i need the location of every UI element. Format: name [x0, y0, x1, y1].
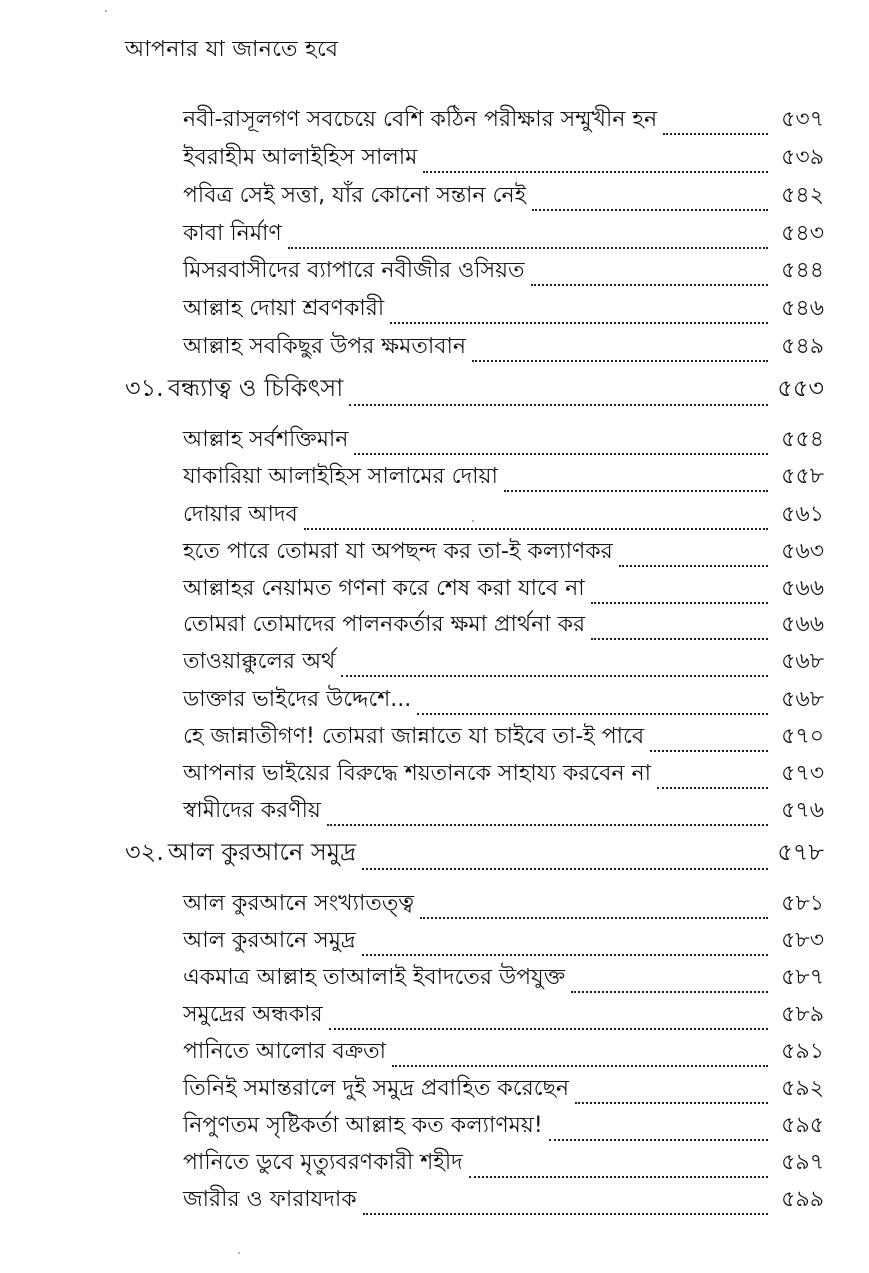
page-number: ৫৯১	[781, 1039, 824, 1064]
page-number: ৫৬৩	[781, 539, 824, 564]
dot-leader	[288, 246, 768, 249]
toc-entry-row	[183, 221, 824, 253]
toc-entry-row	[183, 1002, 824, 1034]
page-number: ৫৭৬	[781, 798, 824, 823]
dot-leader	[575, 1101, 768, 1104]
page-number: ৫৮৩	[781, 928, 824, 953]
dot-leader	[417, 712, 768, 715]
entry-title: আল কুরআনে সমুদ্র	[183, 928, 356, 953]
dot-leader	[304, 527, 768, 530]
toc-chapter-row	[125, 838, 824, 874]
entry-title: তাওয়াক্কুলের অর্থ	[183, 649, 336, 674]
dot-leader	[390, 321, 768, 324]
toc-entry-row	[183, 145, 824, 177]
entry-title: জারীর ও ফারাযদাক	[183, 1187, 357, 1212]
dot-leader	[362, 953, 768, 956]
entry-title: দোয়ার আদব	[183, 502, 298, 527]
toc-entry-row	[183, 296, 824, 328]
toc-entry-row	[183, 107, 824, 139]
dot-leader	[532, 208, 768, 211]
dot-leader	[472, 359, 768, 362]
page-number: ৫৬৬	[781, 612, 824, 637]
toc-entry-row	[183, 761, 824, 793]
page-number: ৫৮১	[781, 891, 824, 916]
entry-title: একমাত্র আল্লাহ তাআলাই ইবাদতের উপযুক্ত	[183, 965, 566, 990]
toc-entry-row	[183, 464, 824, 496]
entry-title: আল কুরআনে সংখ্যাতত্ত্ব	[183, 891, 415, 916]
entry-title: ডাক্তার ভাইদের উদ্দেশে...	[183, 687, 412, 712]
entry-title: আল্লাহ দোয়া শ্রবণকারী	[183, 296, 385, 321]
toc-entry-row	[183, 1076, 824, 1108]
page-number: ৫৪৯	[781, 334, 824, 359]
toc-entry-row	[183, 928, 824, 960]
page-number: ৫৫৮	[781, 464, 824, 489]
dot-leader	[341, 674, 768, 677]
entry-title: আপনার ভাইয়ের বিরুদ্ধে শয়তানকে সাহায্য করবেন না	[183, 761, 652, 786]
dot-leader	[531, 283, 768, 286]
toc-entry-row	[183, 965, 824, 997]
entry-title: যাকারিয়া আলাইহিস সালামের দোয়া	[183, 464, 498, 489]
dot-leader	[363, 1212, 768, 1215]
entry-title: আল্লাহ সর্বশক্তিমান	[183, 427, 349, 452]
page-number: ৫৯২	[781, 1076, 824, 1101]
entry-title: হে জান্নাতীগণ! তোমরা জান্নাতে যা চাইবে তা-ই পাবে	[183, 724, 645, 749]
dot-leader	[329, 1027, 768, 1030]
page-number: ৫৪৬	[781, 296, 824, 321]
entry-title: হতে পারে তোমরা যা অপছন্দ কর তা-ই কল্যাণকর	[183, 539, 613, 564]
toc-entry-row	[183, 612, 824, 644]
toc-entry-row	[183, 687, 824, 719]
entry-title: আল্লাহ সবকিছুর উপর ক্ষমতাবান	[183, 334, 466, 359]
dot-leader	[362, 867, 768, 870]
page-number: ৫৫৩	[777, 374, 824, 402]
page-number: ৫৭৮	[777, 838, 824, 866]
entry-title: নিপুণতম সৃষ্টিকর্তা আল্লাহ কত কল্যাণময়!	[183, 1113, 543, 1138]
dot-leader	[504, 489, 768, 492]
toc-chapter-row	[125, 374, 824, 410]
page-speck	[105, 10, 107, 12]
dot-leader	[392, 1064, 768, 1067]
toc-entry-row	[183, 502, 824, 534]
entry-title: পানিতে ডুবে মৃত্যুবরণকারী শহীদ	[183, 1150, 463, 1175]
toc-entry-row	[183, 183, 824, 215]
chapter-title: আল কুরআনে সমুদ্র	[167, 838, 357, 866]
chapter-number: ৩১.	[125, 374, 164, 402]
toc-entry-row	[183, 334, 824, 366]
page-number: ৫৮৯	[781, 1002, 824, 1027]
entry-title: আল্লাহর নেয়ামত গণনা করে শেষ করা যাবে না	[183, 576, 585, 601]
page-number: ৫৩৯	[781, 145, 824, 170]
entry-title: কাবা নির্মাণ	[183, 221, 282, 246]
dot-leader	[571, 990, 768, 993]
page-number: ৫৭০	[781, 724, 824, 749]
entry-title: তিনিই সমান্তরালে দুই সমুদ্র প্রবাহিত করেছেন	[183, 1076, 570, 1101]
dot-leader	[423, 170, 768, 173]
page-number: ৫৮৭	[781, 965, 824, 990]
page-number: ৫৬৬	[781, 576, 824, 601]
dot-leader	[327, 823, 768, 826]
toc-entry-row	[183, 1150, 824, 1182]
toc-entry-row	[183, 1113, 824, 1145]
page-number: ৫৪৩	[781, 221, 824, 246]
entry-title: নবী-রাসূলগণ সবচেয়ে বেশি কঠিন পরীক্ষার সম্মুখীন হন	[183, 107, 658, 132]
page-number: ৫৪৪	[781, 258, 824, 283]
dot-leader	[591, 637, 768, 640]
dot-leader	[349, 403, 768, 406]
page-speck	[238, 1252, 240, 1254]
page-number: ৫৬৮	[781, 687, 824, 712]
page-number: ৫৯৭	[781, 1150, 824, 1175]
chapter-title: বন্ধ্যাত্ব ও চিকিৎসা	[167, 374, 344, 402]
dot-leader	[549, 1138, 768, 1141]
page-number: ৫৬১	[781, 502, 824, 527]
dot-leader	[663, 132, 768, 135]
page-number: ৫৯৫	[781, 1113, 824, 1138]
page-number: ৫৩৭	[781, 107, 824, 132]
toc-entry-row	[183, 258, 824, 290]
entry-title: ইবরাহীম আলাইহিস সালাম	[183, 145, 418, 170]
toc-entry-row	[183, 649, 824, 681]
toc-entry-row	[183, 798, 824, 830]
toc-entry-row	[183, 576, 824, 608]
page-number: ৫৬৮	[781, 649, 824, 674]
dot-leader	[469, 1175, 768, 1178]
dot-leader	[420, 916, 768, 919]
entry-title: তোমরা তোমাদের পালনকর্তার ক্ষমা প্রার্থনা কর	[183, 612, 586, 637]
dot-leader	[591, 601, 768, 604]
dot-leader	[354, 452, 768, 455]
page-number: ৫৫৪	[781, 427, 824, 452]
entry-title: মিসরবাসীদের ব্যাপারে নবীজীর ওসিয়ত	[183, 258, 525, 283]
toc-entry-row	[183, 1039, 824, 1071]
dot-leader	[619, 564, 768, 567]
chapter-number: ৩২.	[125, 838, 164, 866]
toc-entry-row	[183, 891, 824, 923]
toc-entry-row	[183, 724, 824, 756]
dot-leader	[657, 786, 768, 789]
dot-leader	[650, 749, 768, 752]
running-header: আপনার যা জানতে হবে	[125, 37, 339, 62]
page-number: ৫৭৩	[781, 761, 824, 786]
entry-title: স্বামীদের করণীয়	[183, 798, 321, 823]
page-number: ৫৪২	[781, 183, 824, 208]
toc-entry-row	[183, 539, 824, 571]
toc-entry-row	[183, 427, 824, 459]
entry-title: সমুদ্রের অন্ধকার	[183, 1002, 323, 1027]
page-number: ৫৯৯	[781, 1187, 824, 1212]
toc-entry-row	[183, 1187, 824, 1219]
entry-title: পানিতে আলোর বক্রতা	[183, 1039, 386, 1064]
entry-title: পবিত্র সেই সত্তা, যাঁর কোনো সন্তান নেই	[183, 183, 527, 208]
